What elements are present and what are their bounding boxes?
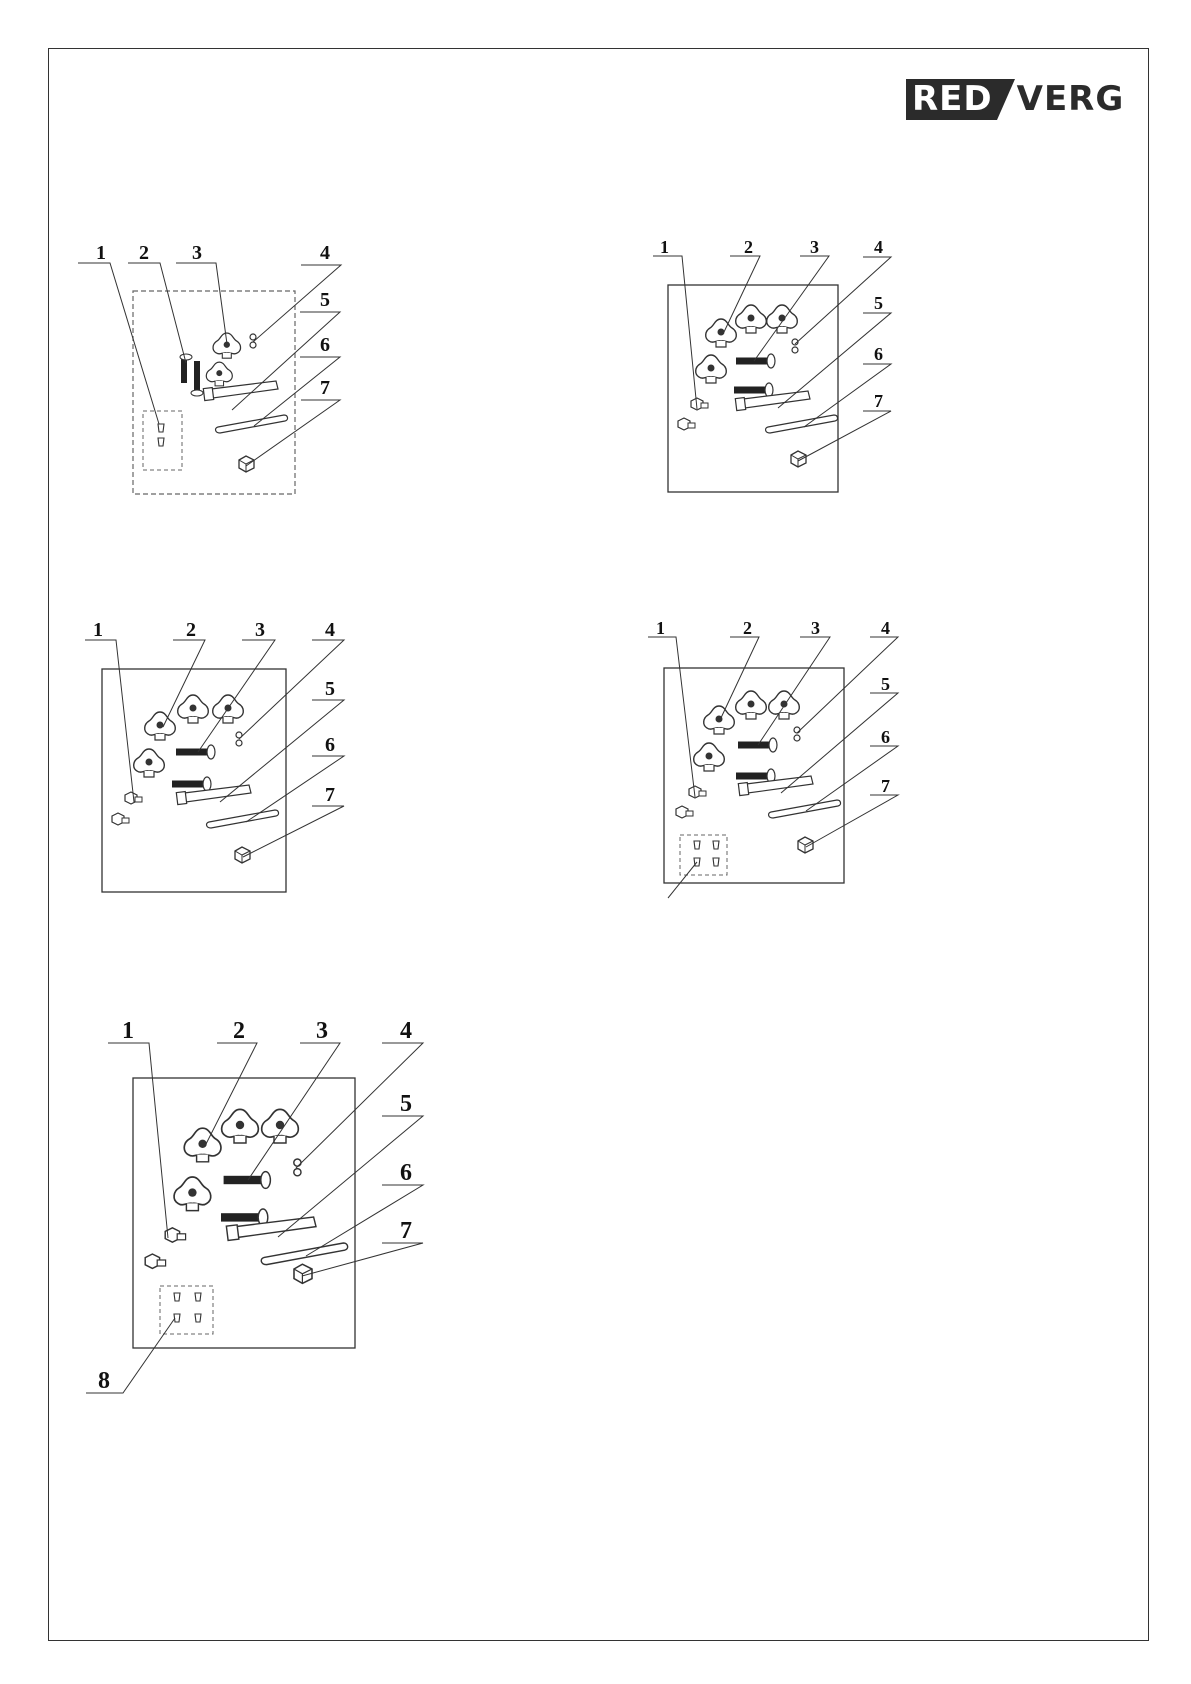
d5-label-7: 7: [400, 1218, 412, 1244]
d5-label-5: 5: [400, 1091, 412, 1117]
d1-label-4: 4: [320, 242, 330, 264]
d5-label-6: 6: [400, 1160, 412, 1186]
d3-label-6: 6: [325, 734, 335, 756]
logo-verg-text: VERG: [1016, 79, 1125, 119]
diagram-3: [85, 619, 344, 892]
d3-label-7: 7: [325, 784, 335, 806]
d2-label-4: 4: [874, 237, 883, 257]
d5-label-1: 1: [122, 1018, 134, 1044]
d2-label-7: 7: [874, 391, 883, 411]
d1-label-7: 7: [320, 377, 330, 399]
diagram-1: [78, 242, 341, 494]
d4-label-2: 2: [743, 618, 752, 638]
d2-label-3: 3: [810, 237, 819, 257]
d1-label-3: 3: [192, 242, 202, 264]
d3-label-1: 1: [93, 619, 103, 641]
d1-label-2: 2: [139, 242, 149, 264]
d4-label-3: 3: [811, 618, 820, 638]
d2-label-1: 1: [660, 237, 669, 257]
d5-label-2: 2: [233, 1018, 245, 1044]
d4-label-4: 4: [881, 618, 890, 638]
d1-label-5: 5: [320, 289, 330, 311]
d2-label-6: 6: [874, 344, 883, 364]
d1-label-6: 6: [320, 334, 330, 356]
d4-label-6: 6: [881, 727, 890, 747]
d3-label-4: 4: [325, 619, 335, 641]
diagram-5: [86, 1018, 423, 1394]
diagram-2: [653, 237, 891, 492]
d2-label-2: 2: [744, 237, 753, 257]
d2-label-5: 5: [874, 293, 883, 313]
logo-red-text: RED: [906, 79, 997, 120]
d3-label-2: 2: [186, 619, 196, 641]
d5-label-4: 4: [400, 1018, 412, 1044]
d4-label-1: 1: [656, 618, 665, 638]
d3-label-3: 3: [255, 619, 265, 641]
d5-label-8: 8: [98, 1368, 110, 1394]
d1-label-1: 1: [96, 242, 106, 264]
d3-label-5: 5: [325, 678, 335, 700]
diagram-4: [648, 618, 898, 898]
d4-label-7: 7: [881, 776, 890, 796]
d5-label-3: 3: [316, 1018, 328, 1044]
d4-label-5: 5: [881, 674, 890, 694]
